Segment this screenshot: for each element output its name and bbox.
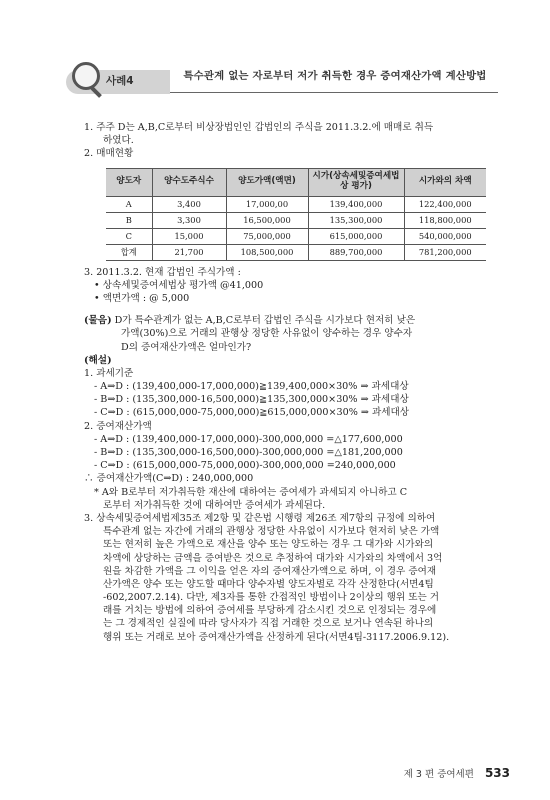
s2-item: - B⇒D : (135,300,000-16,500,000)-300,000,000 =△181,200,000 bbox=[94, 447, 403, 458]
s3-line: 3. 상속세및증여세법제35조 제2항 및 같은법 시행령 제26조 제7항의 규정에 의하여 bbox=[84, 512, 436, 524]
s3-line: 차액에 상당하는 금액을 증여받은 것으로 추정하여 대가와 시가와의 차액에서 3억 bbox=[103, 552, 443, 564]
table-row bbox=[106, 212, 486, 228]
s1-item: - B⇒D : (135,300,000-16,500,000)≧135,300,000×30% ⇒ 과세대상 bbox=[94, 394, 409, 406]
table-cell: 합계 bbox=[106, 244, 152, 260]
s1-title: 1. 과세기준 bbox=[84, 367, 134, 379]
question-label: (물음) bbox=[84, 315, 112, 327]
s3-line: -602,2007.2.14). 다만, 제3자를 통한 간접적인 방법이나 2이상의 행위 또는 거 bbox=[103, 592, 440, 604]
s3-line: 또는 현저히 높은 가액으로 재산을 양수 또는 양도하는 경우 그 대가와 시가와의 bbox=[103, 539, 434, 551]
question-line1 bbox=[84, 315, 504, 328]
magnifier-icon bbox=[72, 62, 100, 90]
table-header-cell: 시가(상속세및증여세법상 평가) bbox=[308, 168, 404, 196]
conclusion: ∴ 증여재산가액(C⇒D) : 240,000,000 bbox=[84, 473, 254, 485]
table-cell: 17,000,00 bbox=[226, 196, 308, 212]
table-cell: 16,500,000 bbox=[226, 212, 308, 228]
s3-line: 행위 또는 거래로 보아 증여재산가액을 산정하게 된다(서면4팀-3117.2006.9.12). bbox=[103, 631, 450, 643]
table-cell: 3,300 bbox=[152, 212, 226, 228]
page-number: 533 bbox=[484, 766, 510, 780]
p3-item2: • 액면가액 : @ 5,000 bbox=[94, 292, 190, 304]
case-label: 사례4 bbox=[106, 75, 134, 87]
page-content bbox=[84, 122, 504, 645]
table-header-cell: 양도자 bbox=[106, 168, 152, 196]
table-total-row bbox=[106, 244, 486, 260]
table-header-cell: 시가와의 차액 bbox=[404, 168, 486, 196]
table-cell: 122,400,000 bbox=[404, 196, 486, 212]
page-footer bbox=[404, 766, 510, 782]
table-cell: C bbox=[106, 228, 152, 244]
s3-line: 원을 차감한 가액을 그 이익을 얻은 자의 증여재산가액으로 하며, 이 경우 증여재 bbox=[103, 565, 437, 577]
table-header-cell: 양수도주식수 bbox=[152, 168, 226, 196]
p3-item1: • 상속세및증여세법상 평가액 @41,000 bbox=[94, 279, 264, 291]
sales-table bbox=[106, 168, 486, 261]
s1-item: - C⇒D : (615,000,000-75,000,000)≧615,000,000×30% ⇒ 과세대상 bbox=[94, 407, 410, 419]
p3-title: 3. 2011.3.2. 현재 갑법인 주식가액 : bbox=[84, 266, 241, 278]
table-cell: A bbox=[106, 196, 152, 212]
table-cell: 118,800,000 bbox=[404, 212, 486, 228]
table-row bbox=[106, 228, 486, 244]
question-line3: D의 증여재산가액은 얼마인가? bbox=[121, 341, 252, 353]
table-cell: 15,000 bbox=[152, 228, 226, 244]
table-cell: 135,300,000 bbox=[308, 212, 404, 228]
table-cell: 139,400,000 bbox=[308, 196, 404, 212]
question-line2: 가액(30%)으로 거래의 관행상 정당한 사유없이 양수하는 경우 양수자 bbox=[121, 328, 413, 340]
table-cell: 889,700,000 bbox=[308, 244, 404, 260]
note-line2: 로부터 저가취득한 것에 대하여만 증여세가 과세된다. bbox=[103, 499, 326, 511]
s3-line: 래를 거치는 방법에 의하여 증여세를 부당하게 감소시킨 것으로 인정되는 경우에 bbox=[103, 605, 437, 617]
table-cell: 75,000,000 bbox=[226, 228, 308, 244]
table-cell: B bbox=[106, 212, 152, 228]
table-cell: 108,500,000 bbox=[226, 244, 308, 260]
p1-line1: 1. 주주 D는 A,B,C로부터 비상장법인인 갑법인의 주식을 2011.3.2.에 매매로 취득 bbox=[84, 122, 434, 133]
table-cell: 540,000,000 bbox=[404, 228, 486, 244]
s1-item: - A⇒D : (139,400,000-17,000,000)≧139,400,000×30% ⇒ 과세대상 bbox=[94, 381, 409, 393]
answer-label: (해설) bbox=[84, 354, 112, 366]
table-cell: 21,700 bbox=[152, 244, 226, 260]
table-cell: 3,400 bbox=[152, 196, 226, 212]
case-header bbox=[66, 62, 498, 100]
case-title: 특수관계 없는 자로부터 저가 취득한 경우 증여재산가액 계산방법 bbox=[183, 70, 487, 82]
note-line1: * A와 B로부터 저가취득한 재산에 대하여는 증여세가 과세되지 아니하고 C bbox=[94, 486, 408, 498]
table-row bbox=[106, 196, 486, 212]
header-rule bbox=[170, 92, 498, 93]
s3-line: 특수관계 없는 자간에 거래의 관행상 정당한 사유없이 시가보다 현저히 낮은 가액 bbox=[103, 526, 440, 538]
footer-section: 제 3 편 증여세편 bbox=[403, 769, 474, 780]
table-header-cell: 양도가액(액면) bbox=[226, 168, 308, 196]
question-text: D가 특수관계가 없는 A,B,C로부터 갑법인 주식을 시가보다 현저히 낮은 bbox=[111, 315, 416, 327]
s3-line: 산가액은 양수 또는 양도할 때마다 양수자별 양도자별로 각각 산정한다(서면4팀 bbox=[103, 578, 434, 590]
p2-title: 2. 매매현황 bbox=[84, 148, 134, 160]
table-header-row bbox=[106, 168, 486, 196]
p1-line2: 하였다. bbox=[103, 135, 134, 147]
question-block bbox=[84, 315, 504, 355]
table-cell: 781,200,000 bbox=[404, 244, 486, 260]
s2-title: 2. 증여재산가액 bbox=[84, 420, 152, 432]
s3-line: 는 그 경제적인 실질에 따라 당사자가 직접 거래한 것으로 보거나 연속된 하나의 bbox=[103, 618, 434, 630]
table-cell: 615,000,000 bbox=[308, 228, 404, 244]
s2-item: - A⇒D : (139,400,000-17,000,000)-300,000,000 =△177,600,000 bbox=[94, 433, 403, 445]
s2-item: - C⇒D : (615,000,000-75,000,000)-300,000,000 =240,000,000 bbox=[94, 460, 396, 472]
